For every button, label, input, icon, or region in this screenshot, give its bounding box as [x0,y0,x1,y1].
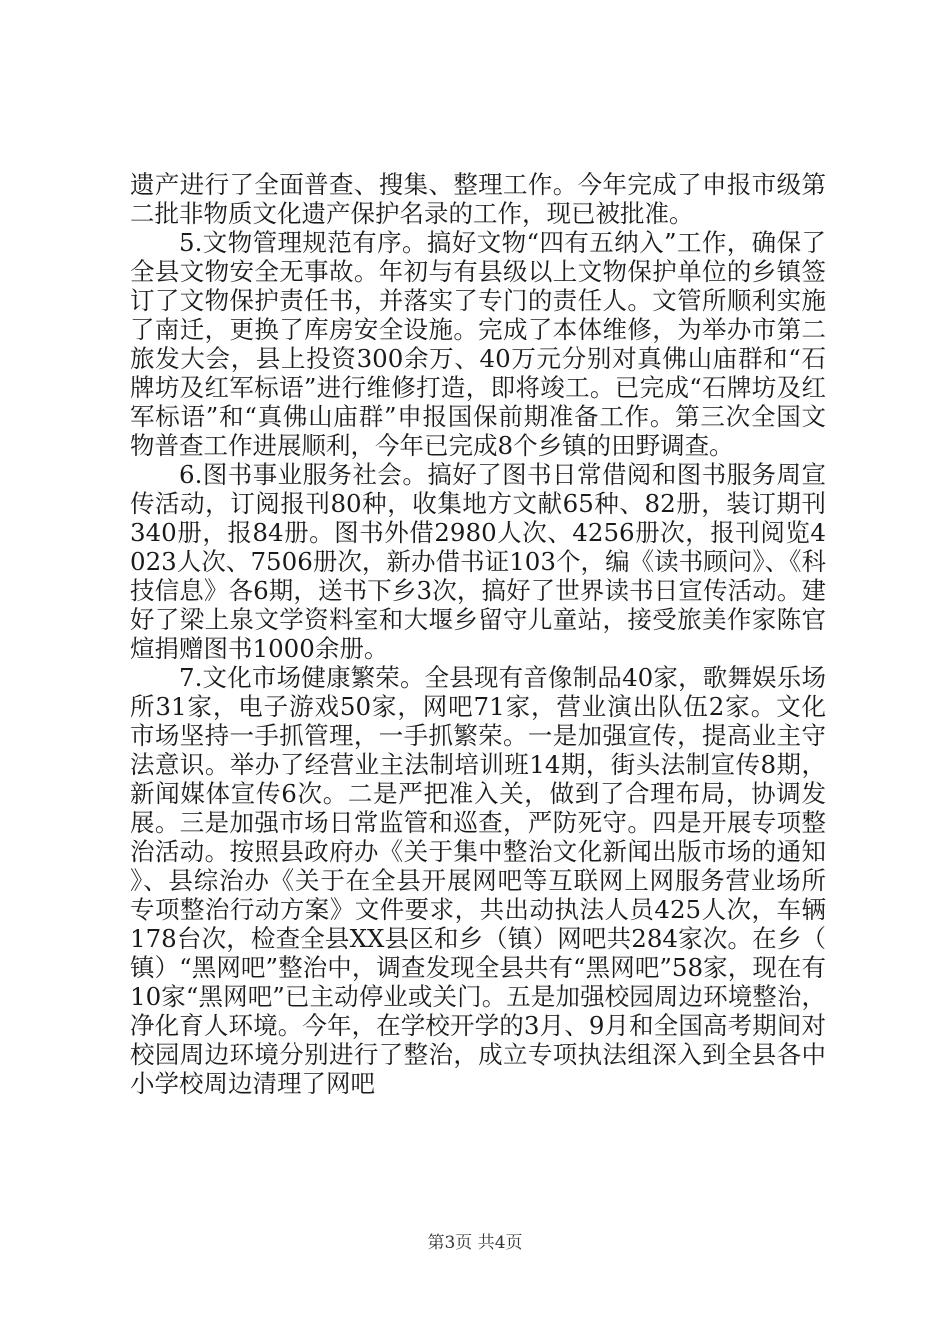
paragraph-heritage-continued: 遗产进行了全面普查、搜集、整理工作。今年完成了申报市级第二批非物质文化遗产保护名录的工作，现已被批准。 [130,170,826,228]
paragraph-library-service: 6.图书事业服务社会。搞好了图书日常借阅和图书服务周宣传活动，订阅报刊80种，收集地方文献65种、82册，装订期刊340册，报84册。图书外借2980人次、4256册次，报刊阅览4023人次、7506册次，新办借书证103个，编《读书顾问》、《科技信息》各6期，送书下乡3次，搞好了世界读书日宣传活动。建好了梁上泉文学资料室和大堰乡留守儿童站，接受旅美作家陈官煊捐赠图书1000余册。 [130,460,826,663]
paragraph-cultural-market: 7.文化市场健康繁荣。全县现有音像制品40家，歌舞娱乐场所31家，电子游戏50家，网吧71家，营业演出队伍2家。文化市场坚持一手抓管理，一手抓繁荣。一是加强宣传，提高业主守法意识。举办了经营业主法制培训班14期，街头法制宣传8期，新闻媒体宣传6次。二是严把准入关，做到了合理布局，协调发展。三是加强市场日常监管和巡查，严防死守。四是开展专项整治活动。按照县政府办《关于集中整治文化新闻出版市场的通知》、县综治办《关于在全县开展网吧等互联网上网服务营业场所专项整治行动方案》文件要求，共出动执法人员425人次，车辆178台次，检查全县XX县区和乡（镇）网吧共284家次。在乡（镇）“黑网吧”整治中，调查发现全县共有“黑网吧”58家，现在有10家“黑网吧”已主动停业或关门。五是加强校园周边环境整治，净化育人环境。今年，在学校开学的3月、9月和全国高考期间对校园周边环境分别进行了整治，成立专项执法组深入到全县各中小学校周边清理了网吧 [130,663,826,1098]
document-body [130,170,826,1098]
page-footer: 第3页 共4页 [427,1233,523,1253]
paragraph-cultural-relics: 5.文物管理规范有序。搞好文物“四有五纳入”工作，确保了全县文物安全无事故。年初与有县级以上文物保护单位的乡镇签订了文物保护责任书，并落实了专门的责任人。文管所顺利实施了南迁，更换了库房安全设施。完成了本体维修，为举办市第二旅发大会，县上投资300余万、40万元分别对真佛山庙群和“石牌坊及红军标语”进行维修打造，即将竣工。已完成“石牌坊及红军标语”和“真佛山庙群”申报国保前期准备工作。第三次全国文物普查工作进展顺利，今年已完成8个乡镇的田野调查。 [130,228,826,460]
